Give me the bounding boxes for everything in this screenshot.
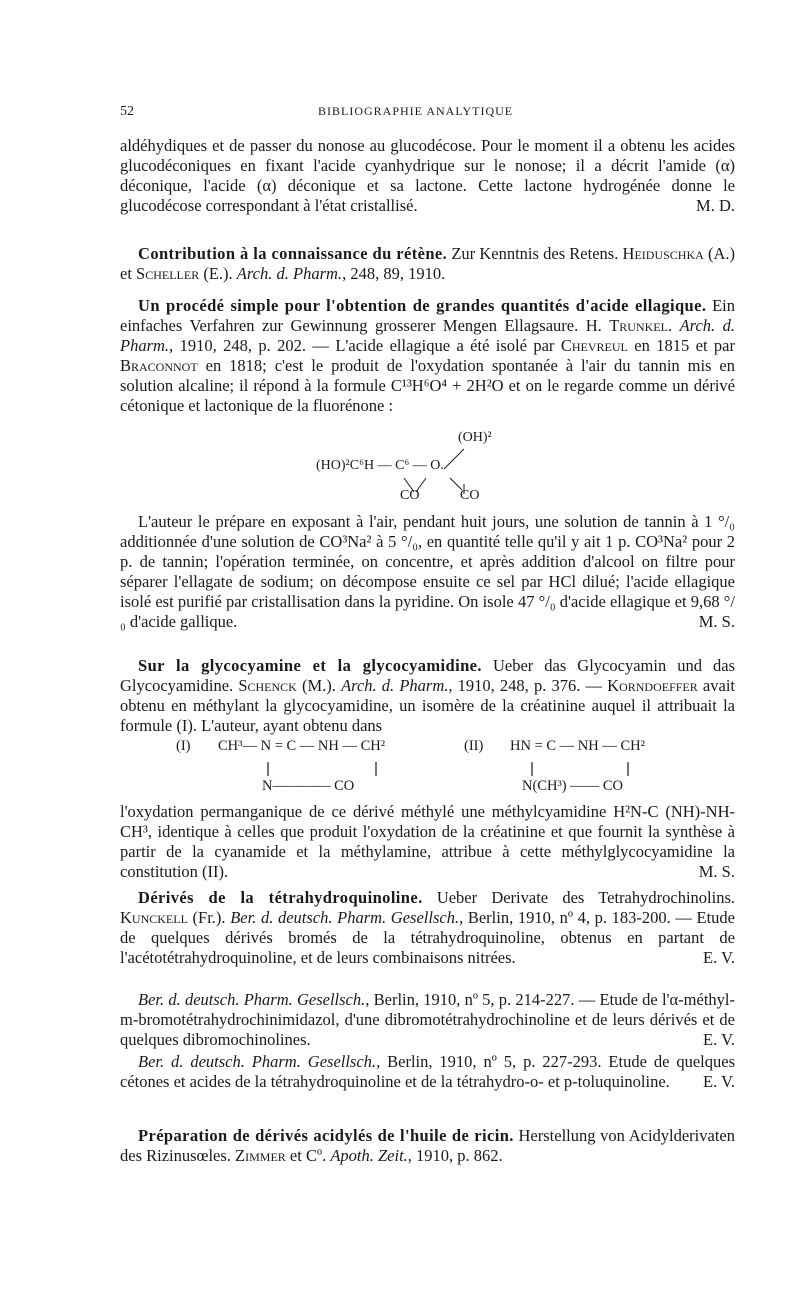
entry-text: en 1818; c'est le produit de l'oxydation spontanée à l'air du tannin mis en solution alcaline; il répond à la formule C¹³H⁶O⁴ + 2H²O et on le regarde comme un dérivé cétonique et lactonique de la fluorénone : [120, 356, 735, 415]
entry-title: Sur la glycocyamine et la glycocyamidine. [138, 656, 482, 675]
signature: E. V. [703, 1072, 735, 1091]
formula-label: (II) [464, 738, 484, 754]
entry-text: et Cº. [285, 1146, 331, 1165]
entry-text: (E.). [199, 264, 237, 283]
reference: , Berlin, 1910, nº 5, p. 214-227. — Etude de l'α-méthyl-m-bromotétrahydrochinimidazol, d'une dibromotétrahydrochinoline et de leurs dérivés et de quelques dibromochinolines. [120, 990, 735, 1049]
reference: , 1910, p. 862. [407, 1146, 503, 1165]
entry-title: Dérivés de la tétrahydroquinoline. [138, 888, 423, 907]
journal-name: Ber. d. deutsch. Pharm. Gesellsch. [138, 1052, 377, 1071]
signature: E. V. [703, 948, 735, 967]
paragraph-oxidation [120, 802, 735, 882]
entry-huile-de-ricin [120, 1126, 735, 1166]
author-name: Korndoeffer [607, 676, 698, 695]
paragraph-preparation [120, 512, 735, 632]
journal-name: Ber. d. deutsch. Pharm. Gesellsch. [230, 908, 460, 927]
signature: M. S. [698, 862, 735, 881]
signature: M. D. [696, 196, 735, 215]
entry-title: Préparation de dérivés acidylés de l'huile de ricin. [138, 1126, 514, 1145]
entry-text: (Fr.). [187, 908, 231, 927]
entry-text: Ueber das Glycocyamin und das Glycocyamidine. [120, 656, 735, 695]
entry-title: Contribution à la connaissance du rétène. [138, 244, 448, 263]
journal-name: Arch. d. Pharm. [120, 316, 736, 355]
entry-text: avait obtenu en méthylant la glycocyamidine, un isomère de la créatinine auquel il attribuait la formule (I). L'auteur, ayant obtenu dans [120, 676, 735, 735]
author-name: Heiduschka [622, 244, 704, 263]
entry-cetones [120, 1052, 735, 1092]
author-name: Scheller [136, 264, 200, 283]
journal-name: Arch. d. Pharm. [236, 264, 343, 283]
author-name: Schenck [238, 676, 297, 695]
formula-structure: HN = C — NH — CH² [510, 738, 645, 754]
formula-bond [440, 447, 470, 471]
formula-label: (I) [176, 738, 191, 754]
entry-text: (A.) et [120, 244, 735, 283]
formula-structure: N(CH³) —— CO [522, 778, 624, 794]
entry-retene [120, 244, 735, 284]
author-name: Chevreul [560, 336, 628, 355]
formula-main: (HO)²C⁶H — C⁶ — O. [316, 458, 444, 473]
reference: , Berlin, 1910, nº 4, p. 183-200. — Etude de quelques dérivés bromés de la tétrahydroquinoline, obtenus en partant de l'acétotétrahydroquinoline, et de leurs combinaisons nitrées. [120, 908, 735, 967]
author-name: Trunkel [609, 316, 668, 335]
running-title: BIBLIOGRAPHIE ANALYTIQUE [318, 104, 514, 118]
page-number: 52 [120, 104, 134, 119]
paragraph-1 [120, 136, 735, 216]
author-name: Zimmer [235, 1146, 286, 1165]
entry-text: Herstellung von Acidylderivaten des Rizinusœles. [120, 1126, 735, 1165]
entry-text: (M.). [296, 676, 342, 695]
formula-structure: CH³— N = C — NH — CH² [218, 738, 386, 754]
formula-bonds [200, 760, 660, 778]
reference: , 1910, 248, p. 376. — [448, 676, 608, 695]
formula-co: CO [460, 488, 480, 503]
author-name: Kunckell [120, 908, 188, 927]
entry-text: Zur Kenntnis des Retens. [447, 244, 623, 263]
signature: E. V. [703, 1030, 735, 1049]
reference: , 1910, 248, p. 202. — L'acide ellagique a été isolé par [169, 336, 561, 355]
entry-text: Ein einfaches Verfahren zur Gewinnung grosserer Mengen Ellagsaure. H. [120, 296, 735, 335]
signature: M. S. [698, 612, 735, 631]
reference: , 248, 89, 1910. [342, 264, 446, 283]
entry-ellagic-acid [120, 296, 735, 416]
entry-text: Ueber Derivate des Tetrahydrochinolins. [422, 888, 735, 907]
paragraph-text: l'oxydation permanganique de ce dérivé méthylé une méthylcyamidine H²N-C (NH)-NH-CH³, identique à celles que produit l'oxydation de la créatinine et que fournit la synthèse à partir de la cyanamide et la méthylamine, attribue à cette méthylglycocyamidine la constitution (II). [120, 802, 735, 881]
journal-name: Apoth. Zeit. [330, 1146, 408, 1165]
entry-glycocyamine [120, 656, 735, 736]
entry-text: en 1815 et par [627, 336, 735, 355]
entry-title: Un procédé simple pour l'obtention de grandes quantités d'acide ellagique. [138, 296, 707, 315]
entry-tetrahydroquinoline [120, 888, 735, 968]
formula-structure: N———— CO [262, 778, 355, 794]
paragraph-text: aldéhydiques et de passer du nonose au glucodécose. Pour le moment il a obtenu les acides glucodéconiques en fixant l'acide cyanhydrique sur le nonose; il a décrit l'amide (α) déconique, l'acide (α) déconique et sa lactone. Cette lactone hydrogénée donne le glucodécose correspondant à l'état cristallisé. [120, 136, 735, 215]
reference: , Berlin, 1910, nº 5, p. 227-293. Etude de quelques cétones et acides de la tétrahydroquinoline et de la tétrahydro-o- et p-toluquinoline. [120, 1052, 735, 1091]
journal-name: Arch. d. Pharm. [341, 676, 449, 695]
entry-bromochinimidazol [120, 990, 735, 1050]
entry-text: . [667, 316, 680, 335]
formula-co: CO [400, 488, 420, 503]
paragraph-text: L'auteur le prépare en exposant à l'air, pendant huit jours, une solution de tannin à 1 °/₀ additionnée d'une solution de CO³Na² à 5 °/₀, en quantité telle qu'il y ait 1 p. CO³Na² pour 2 p. de tannin; l'opération terminée, on concentre, et après addition d'alcool on filtre pour séparer l'ellagate de sodium; on décompose ensuite ce sel par HCl dilué; l'acide ellagique isolé est purifié par cristallisation dans la pyridine. On isole 47 °/₀ d'acide ellagique et 9,68 °/₀ d'acide gallique. [120, 512, 735, 631]
journal-name: Ber. d. deutsch. Pharm. Gesellsch. [138, 990, 366, 1009]
formula-oh: (OH)² [458, 430, 492, 445]
author-name: Braconnot [120, 356, 198, 375]
